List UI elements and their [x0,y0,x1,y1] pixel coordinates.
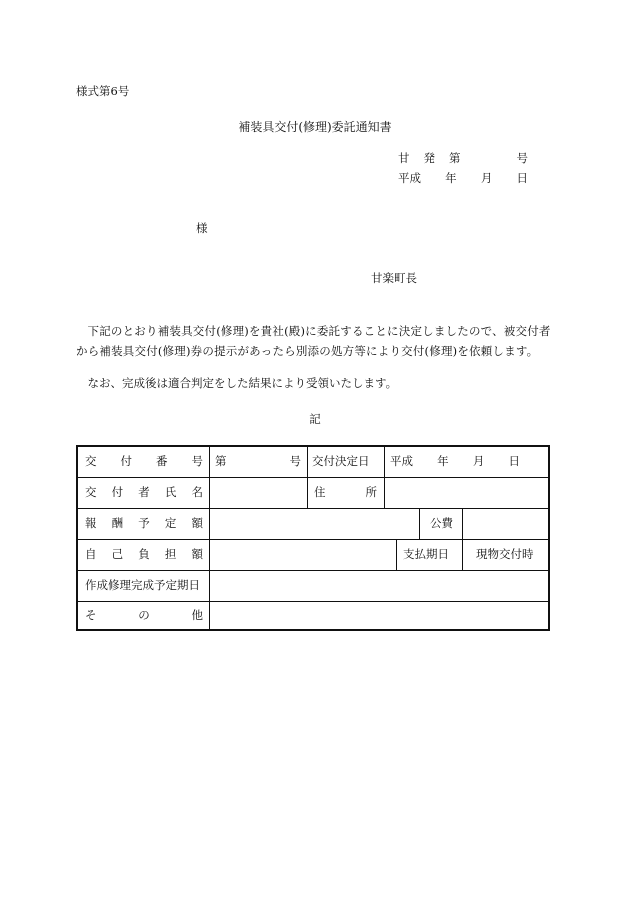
detail-table [76,445,550,631]
row-label-issue-number: 交 付 番 号 [85,454,203,469]
addressee-suffix: 様 [196,221,208,235]
issue-number-field[interactable]: 第 号 [215,454,301,469]
column-divider [462,539,463,570]
decision-date-field[interactable]: 平成 年 月 日 [390,454,520,469]
issue-number-line [398,153,528,165]
row-label-self-pay: 自 己 負 担 額 [85,547,203,562]
issuer-name: 甘楽町長 [371,271,417,285]
column-divider [396,539,397,570]
column-divider [384,447,385,508]
issue-date-day: 日 [516,171,528,185]
issue-date-era: 平成 [398,171,421,185]
address-label: 住 所 [314,485,377,500]
decision-date-label: 交付決定日 [312,454,370,469]
label-column-divider [209,447,210,629]
form-number: 様式第6号 [76,84,130,98]
issue-dai: 第 [449,151,461,165]
column-divider [462,508,463,539]
row-label-other: そ の 他 [85,607,203,622]
document-title: 補装具交付(修理)委託通知書 [238,120,392,134]
row-label-completion-date: 作成修理完成予定期日 [85,578,200,593]
row-label-recipient-name: 交 付 者 氏 名 [85,485,203,500]
issue-date-line [398,173,528,185]
column-divider [307,447,308,508]
public-funds-label: 公費 [430,516,453,531]
body-paragraph-2: なお、完成後は適合判定をした結果により受領いたします。 [87,376,398,390]
issue-date-month: 月 [480,171,493,185]
issue-middle: 発 [423,151,435,165]
issue-prefix: 甘 [398,151,410,165]
payment-date-label: 支払期日 [403,547,449,562]
issue-date-year: 年 [445,171,457,185]
column-divider [419,508,420,539]
row-label-fee-estimate: 報 酬 予 定 額 [85,516,203,531]
body-paragraph-1: 下記のとおり補装具交付(修理)を貴社(殿)に委託することに決定しましたので、被交付者から補装具交付(修理)券の提示があったら別添の処方等により交付(修理)を依頼します。 [76,324,551,358]
ki-heading: 記 [309,412,321,426]
payment-date-value: 現物交付時 [476,547,534,562]
issue-go: 号 [516,151,528,165]
